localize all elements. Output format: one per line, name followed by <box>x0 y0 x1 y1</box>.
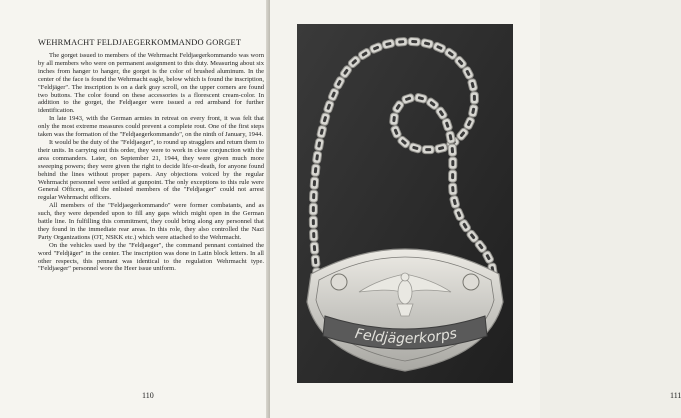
body-text <box>38 52 264 273</box>
chain-link-hole <box>313 245 316 251</box>
chain-link-hole <box>425 148 431 151</box>
chain-link-hole <box>312 219 315 225</box>
chain-link-hole <box>451 173 454 179</box>
left-page <box>0 0 270 418</box>
paragraph: It would be the duty of the "Feldjaeger", to round up stragglers and return them to their units. In carrying out this order, they were to work in close conjunction with the area commanders. Later, on September 21, 1944, they were given much more sweeping powers; they were given the right to decide life-or-death, for anyone found behind the lines without proper papers. Any objections voiced by the regular Wehrmacht personnel were settled at gunpoint. The only exceptions to this rule were General Officers, and the enlisted members of the "Feldjaeger" could not arrest regular Wehrmacht officers. <box>38 138 264 202</box>
page-number-right: 111 <box>670 391 681 400</box>
paragraph: All members of the "Feldjaegerkommando" were former combatants, and as such, they were depended upon to fill any gaps which might open in the German battle line. In fulfilling this commitment, they could bring along any personnel that they found in the immediate rear areas. In this role, they also controlled the Nazi Party Organizations (OT, NSKK etc.) which were attached to the Wehrmacht. <box>38 202 264 241</box>
chain-link-hole <box>411 40 417 43</box>
chain-link-hole <box>312 206 315 212</box>
paragraph: In late 1943, with the German armies in retreat on every front, it was felt that only the most extreme measures could prevent a complete rout. One of the first steps taken was the formation of the "Feldjaegerkommando", on the ninth of January, 1944. <box>38 115 264 139</box>
paragraph: On the vehicles used by the "Feldjaeger", the command pennant contained the word "Feldjäger" in the center. The inscription was done in Latin block letters. In all other respects, this pennant was identical to the regulation Wehrmacht type. "Feldjaeger" personnel wore the Heer issue uniform. <box>38 241 264 273</box>
gorget-illustration <box>297 24 513 383</box>
paragraph: The gorget issued to members of the Wehrmacht Feldjaegerkommando was worn by all members who were on permanent assignment to this duty. Measuring about six inches from hanger to hanger, the gorget is the color of brushed aluminum. In the center of the face is found the Wehrmacht eagle, below which is found the inscription, "Feldjäger". The inscription is on a dark gray scroll, on the upper corners are found two buttons. The color found on these accessories is a florescent cream-color. In addition to the gorget, the Feldjaeger were issued a red armband for further identification. <box>38 52 264 115</box>
chain-link-hole <box>451 160 454 166</box>
chain-link-hole <box>312 232 315 238</box>
scroll-inscription: Feldjägerkorps <box>353 325 459 348</box>
page-number-left: 110 <box>142 391 154 400</box>
button-left <box>331 274 347 290</box>
chain-link-hole <box>312 193 315 199</box>
chapter-title: WEHRMACHT FELDJAEGERKOMMANDO GORGET <box>38 38 242 47</box>
gorget-photo <box>297 24 513 383</box>
chain-link-hole <box>314 258 318 264</box>
chain-link-hole <box>451 147 454 153</box>
chain-link-hole <box>473 95 476 101</box>
button-right <box>463 274 479 290</box>
chain-link-hole <box>451 186 454 192</box>
chain-link-hole <box>398 40 404 43</box>
chain-link-hole <box>313 180 316 186</box>
